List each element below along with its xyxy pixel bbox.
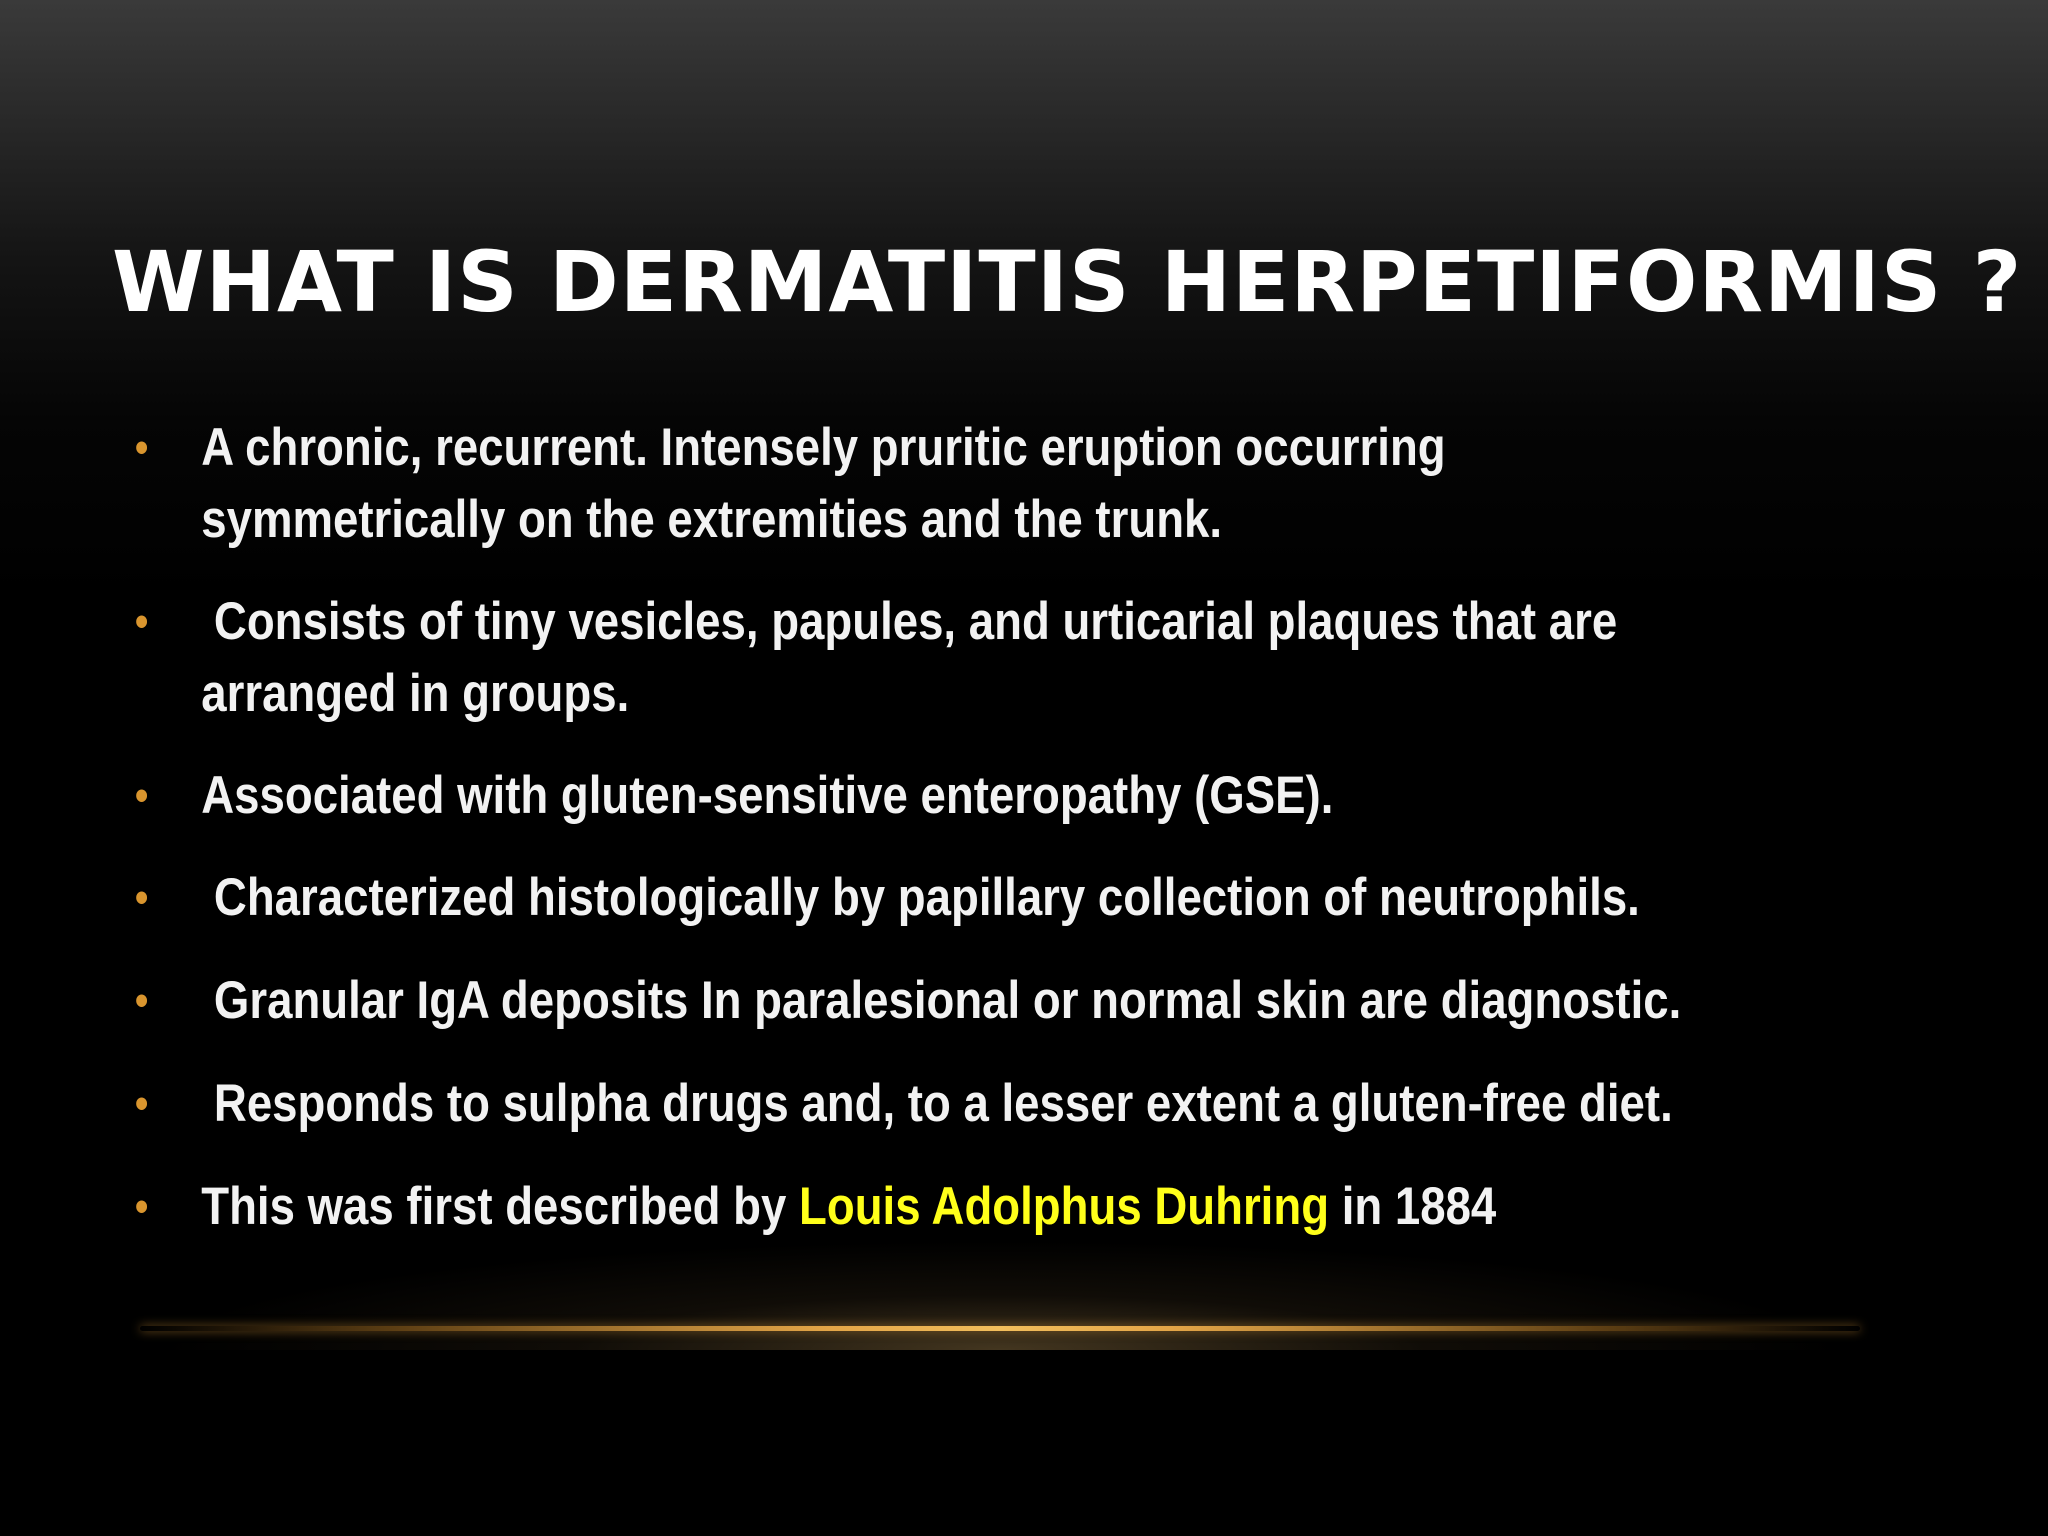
bullet-text: Associated with gluten-sensitive enteropathy (GSE). bbox=[201, 766, 1334, 825]
bullet-marker: • bbox=[135, 873, 149, 922]
bullet-marker: • bbox=[135, 423, 149, 472]
slide-title: WHAT IS DERMATITIS HERPETIFORMIS ? bbox=[112, 233, 2023, 331]
bullet-item bbox=[0, 965, 1761, 1037]
bullet-text: Granular IgA deposits In paralesional or normal skin are diagnostic. bbox=[201, 971, 1682, 1030]
bullet-list bbox=[0, 412, 2048, 1273]
bullet-marker: • bbox=[135, 1182, 149, 1231]
bullet-item bbox=[0, 412, 1761, 556]
bullet-marker: • bbox=[135, 1079, 149, 1128]
bullet-marker: • bbox=[135, 771, 149, 820]
bullet-text-line: A chronic, recurrent. Intensely pruritic eruption occurring bbox=[201, 418, 1446, 477]
bullet-text: This was first described by bbox=[201, 1177, 800, 1236]
highlighted-name: Louis Adolphus Duhring bbox=[799, 1177, 1330, 1236]
bullet-text-line: Consists of tiny vesicles, papules, and urticarial plaques that are bbox=[201, 592, 1618, 651]
bullet-text-line: arranged in groups. bbox=[201, 664, 630, 723]
bullet-text-line: symmetrically on the extremities and the trunk. bbox=[201, 490, 1223, 549]
footer-glow bbox=[150, 1240, 1850, 1350]
bullet-text: Characterized histologically by papillary collection of neutrophils. bbox=[201, 868, 1640, 927]
bullet-item bbox=[0, 586, 1761, 730]
bullet-text: in 1884 bbox=[1329, 1177, 1497, 1236]
bullet-marker: • bbox=[135, 976, 149, 1025]
bullet-marker: • bbox=[135, 597, 149, 646]
bullet-text: Responds to sulpha drugs and, to a lesser extent a gluten-free diet. bbox=[201, 1074, 1673, 1133]
bullet-item bbox=[0, 1171, 1761, 1243]
bullet-item bbox=[0, 862, 1761, 934]
footer-accent-rule bbox=[140, 1326, 1860, 1331]
bullet-item bbox=[0, 760, 1761, 832]
bullet-item bbox=[0, 1068, 1761, 1140]
